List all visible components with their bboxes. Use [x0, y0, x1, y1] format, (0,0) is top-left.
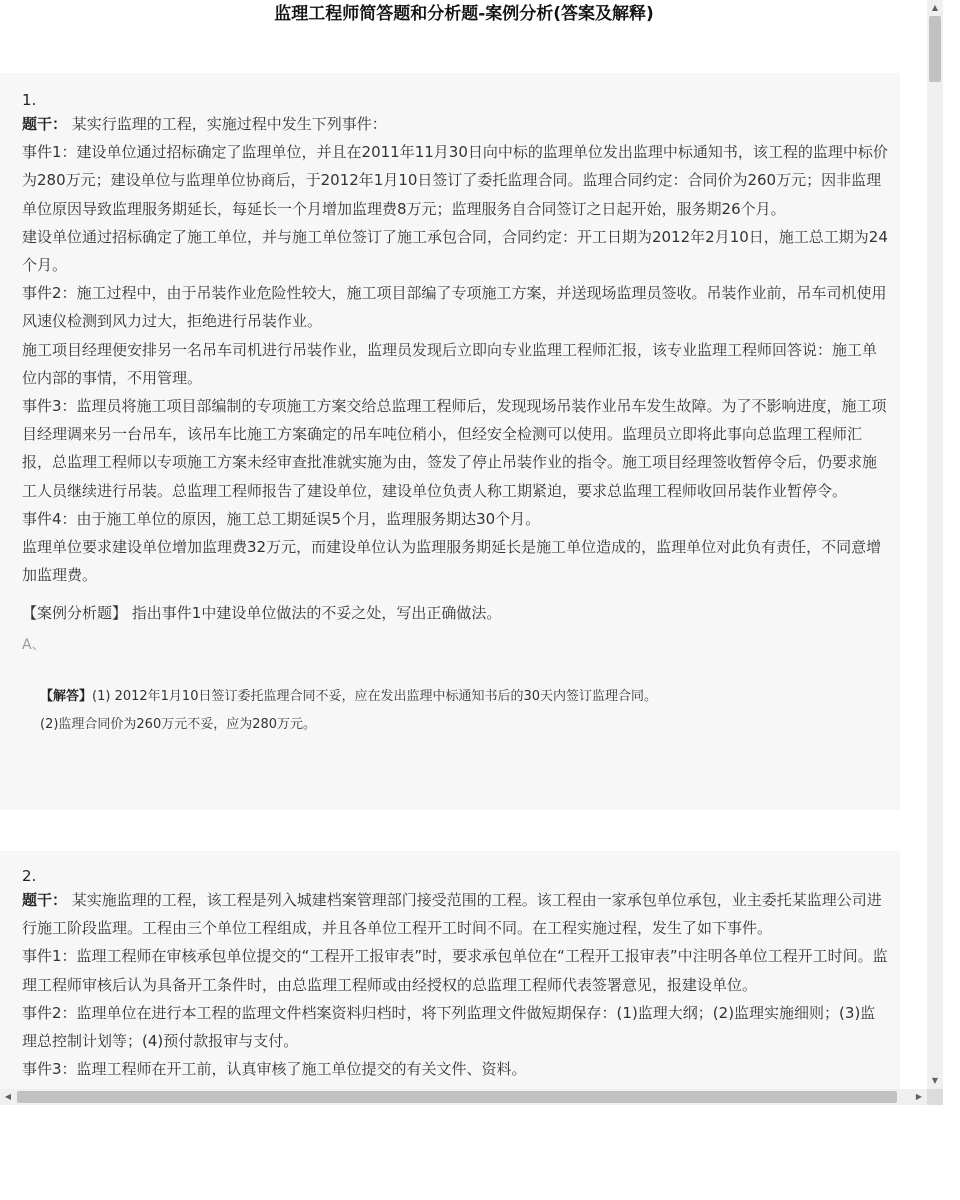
- event-paragraph: 事件2：施工过程中，由于吊装作业危险性较大，施工项目部编了专项施工方案，并送现场监理员签收。吊装作业前，吊车司机使用风速仪检测到风力过大，拒绝进行吊装作业。: [22, 284, 887, 331]
- horizontal-scrollbar[interactable]: [0, 1089, 927, 1105]
- answer-block: [22, 683, 888, 739]
- answer-text: (1) 2012年1月10日签订委托监理合同不妥，应在发出监理中标通知书后的30天内签订监理合同。: [92, 689, 658, 705]
- triangle-up-icon[interactable]: ▲: [931, 3, 939, 12]
- triangle-down-icon[interactable]: ▼: [931, 1076, 939, 1085]
- stem-label: 题干：: [22, 891, 68, 909]
- stem-intro: 某实施监理的工程，该工程是列入城建档案管理部门接受范围的工程。该工程由一家承包单位承包，业主委托某监理公司进行施工阶段监理。工程由三个单位工程组成，并且各单位工程开工时间不同。在工程实施过程，发生了如下事件。: [22, 891, 882, 938]
- event-paragraph: 事件2：监理单位在进行本工程的监理文件档案资料归档时，将下列监理文件做短期保存：(1)监理大纲；(2)监理实施细则；(3)监理总控制计划等；(4)预付款报审与支付。: [22, 1003, 876, 1051]
- question-card-1: [0, 73, 900, 810]
- page-title: 监理工程师简答题和分析题-案例分析(答案及解释): [274, 4, 654, 24]
- stem-label: 题干：: [22, 115, 68, 133]
- event-paragraph: 事件3：监理员将施工项目部编制的专项施工方案交给总监理工程师后，发现现场吊装作业吊车发生故障。为了不影响进度，施工项目经理调来另一台吊车，该吊车比施工方案确定的吊车吨位稍小，但经安全检测可以使用。监理员立即将此事向总监理工程师汇报，总监理工程师以专项施工方案未经审查批准就实施为由，签发了停止吊装作业的指令。施工项目经理签收暂停令后，仍要求施工人员继续进行吊装。总监理工程师报告了建设单位，建设单位负责人称工期紧迫，要求总监理工程师收回吊装作业暂停令。: [22, 397, 887, 500]
- event-paragraph: 事件1：监理工程师在审核承包单位提交的“工程开工报审表”时，要求承包单位在“工程开工报审表”中注明各单位工程开工时间。监理工程师审核后认为具备开工条件时，由总监理工程师或由经授权的总监理工程师代表签署意见，报建设单位。: [22, 947, 888, 994]
- answer-label: 【解答】: [40, 689, 93, 705]
- question-number: 1.: [22, 91, 37, 109]
- answer-line: [40, 683, 888, 711]
- event-paragraph: 建设单位通过招标确定了施工单位，并与施工单位签订了施工承包合同，合同约定：开工日期为2012年2月10日，施工总工期为24个月。: [22, 227, 888, 275]
- vertical-scrollbar[interactable]: [927, 0, 943, 1089]
- vertical-scrollbar-thumb[interactable]: [929, 16, 941, 82]
- triangle-left-icon[interactable]: ◀: [4, 1092, 12, 1101]
- question-stem: [22, 886, 888, 942]
- event-paragraph: 事件3：监理工程师在开工前，认真审核了施工单位提交的有关文件、资料。: [22, 1060, 527, 1079]
- horizontal-scrollbar-thumb[interactable]: [17, 1091, 897, 1103]
- answer-line: (2)监理合同价为260万元不妥，应为280万元。: [40, 717, 317, 733]
- question-card-2: [0, 851, 900, 1089]
- event-paragraph: 事件1：建设单位通过招标确定了监理单位，并且在2011年11月30日向中标的监理单位发出监理中标通知书，该工程的监理中标价为280万元；建设单位与监理单位协商后，于2012年1月10日签订了委托监理合同。监理合同约定：合同价为260万元；因非监理单位原因导致监理服务期延长，每延长一个月增加监理费8万元；监理服务自合同签订之日起开始，服务期26个月。: [22, 143, 888, 218]
- question-stem: [22, 110, 888, 138]
- triangle-right-icon[interactable]: ▶: [915, 1092, 923, 1101]
- scrollbar-corner: [927, 1089, 943, 1105]
- case-analysis-question: 【案例分析题】 指出事件1中建设单位做法的不妥之处，写出正确做法。: [22, 604, 502, 623]
- event-paragraph: 施工项目经理便安排另一名吊车司机进行吊装作业，监理员发现后立即向专业监理工程师汇报，该专业监理工程师回答说：施工单位内部的事情，不用管理。: [22, 340, 878, 387]
- event-paragraph: 事件4：由于施工单位的原因，施工总工期延误5个月，监理服务期达30个月。: [22, 509, 541, 528]
- answer-option-a[interactable]: A、: [22, 637, 46, 654]
- question-number: 2.: [22, 867, 37, 885]
- event-paragraph: 监理单位要求建设单位增加监理费32万元，而建设单位认为监理服务期延长是施工单位造成的，监理单位对此负有责任，不同意增加监理费。: [22, 538, 882, 585]
- stem-intro: 某实行监理的工程，实施过程中发生下列事件：: [71, 115, 387, 133]
